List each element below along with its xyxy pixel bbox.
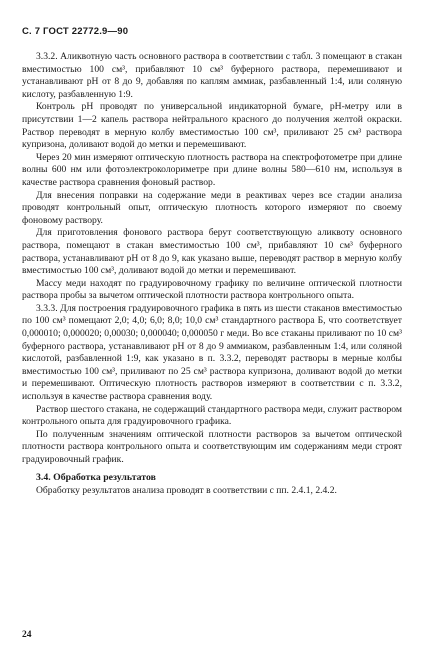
paragraph-correction: Для внесения поправки на содержание меди в реактивах через все стадии анализа проводят контрольный опыт, оптическую плотность которого измеряют по своему фоновому раствору. — [22, 189, 402, 226]
paragraph-3-3-2: 3.3.2. Аликвотную часть основного раствора в соответствии с табл. 3 помещают в стакан вместимостью 100 см³, прибавляют 10 см³ буферного раствора, перемешивают и устанавливают pH от 8 до 9, добавляя по каплям аммиак, разбавленный 1:4, или соляную кислоту, разбавленную 1:9. — [22, 51, 402, 100]
document-page — [22, 26, 402, 497]
paragraph-ph-control: Контроль pH проводят по универсальной индикаторной бумаге, pH-метру или в присутствии 1—2 капель раствора нейтрального красного до получения желтой окраски. Раствор переводят в мерную колбу вместимостью 100 см³, приливают 25 см³ раствора купризона, доливают водой до метки и перемешивают. — [22, 101, 402, 151]
paragraph-measurement: Через 20 мин измеряют оптическую плотность раствора на спектрофотометре при длине волны 600 нм или фотоэлектроколориметре при длине волны 580—610 нм, используя в качестве раствора сравнения фоновый раствор. — [22, 151, 402, 188]
page-number: 24 — [22, 630, 32, 640]
page-header: С. 7 ГОСТ 22772.9—90 — [22, 26, 129, 37]
section-heading: 3.4. Обработка результатов — [36, 471, 156, 483]
paragraph-background-solution: Для приготовления фонового раствора берут соответствующую аликвоту основного раствора, помещают в стакан вместимостью 100 см³, прибавляют 10 см³ буферного раствора, устанавливают pH от 8 до 9, как указано выше, переводят раствор в мерную колбу вместимостью 100 см³, доливают водой до метки и перемешивают. — [22, 227, 402, 277]
paragraph-copper-mass: Массу меди находят по градуировочному графику по величине оптической плотности раствора пробы за вычетом оптической плотности раствора контрольного опыта. — [22, 277, 402, 302]
paragraph-results-processing: Обработку результатов анализа проводят в соответствии с пп. 2.4.1, 2.4.2. — [36, 484, 337, 496]
paragraph-3-3-3: 3.3.3. Для построения градуировочного графика в пять из шести стаканов вместимостью по 100 см³ помещают 2,0; 4,0; 6,0; 8,0; 10,0 см³ стандартного раствора Б, что соответствует 0,000010; 0,000020; 0,00030; 0,000040; 0,000050 г меди. Во все стаканы приливают по 10 см³ буферного раствора, устанавливают pH от 8 до 9 аммиаком, разбавленным 1:4, или соляной кислотой, разбавленной 1:9, как указано в п. 3.3.2, переводят растворы в мерные колбы вместимостью 100 см³, приливают по 25 см³ раствора купризона, доливают водой до метки и перемешивают. Оптическую плотность растворов измеряют в соответствии с п. 3.3.2, используя в качестве раствора сравнения воду. — [22, 302, 402, 403]
paragraph-calibration-graph: По полученным значениям оптической плотности растворов за вычетом оптической плотности раствора контрольного опыта и соответствующим им содержаниям меди строят градуировочный график. — [22, 428, 402, 465]
paragraph-sixth-beaker: Раствор шестого стакана, не содержащий стандартного раствора меди, служит раствором контрольного опыта для градуировочного графика. — [22, 403, 402, 428]
